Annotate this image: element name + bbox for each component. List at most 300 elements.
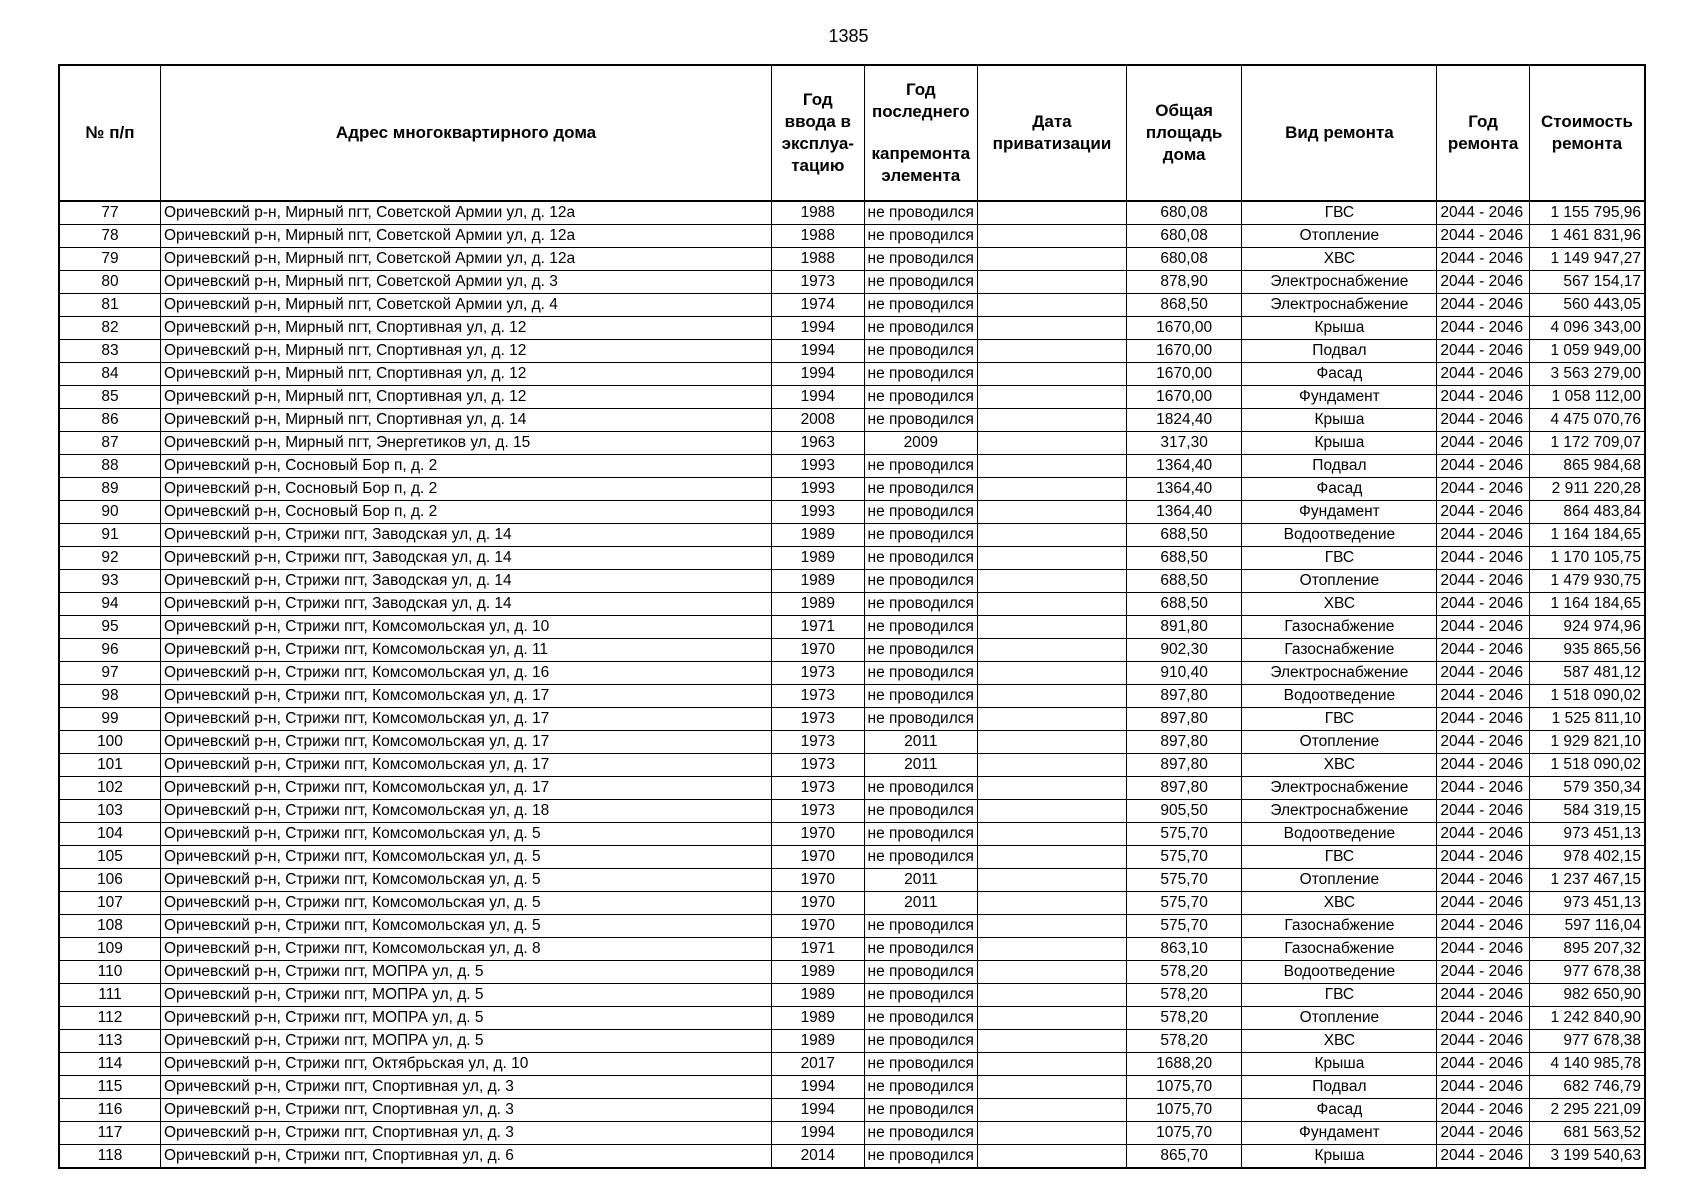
row-cost: 977 678,38 (1529, 961, 1645, 984)
row-repair-type: Крыша (1242, 1145, 1437, 1169)
row-repair-type: Фасад (1242, 363, 1437, 386)
row-area: 910,40 (1126, 662, 1242, 685)
row-area: 868,50 (1126, 294, 1242, 317)
row-repair-period: 2044 - 2046 (1437, 938, 1529, 961)
row-repair-period: 2044 - 2046 (1437, 524, 1529, 547)
table-row (59, 1099, 1645, 1122)
row-number: 103 (59, 800, 161, 823)
row-repair-type: Электроснабжение (1242, 294, 1437, 317)
row-number: 93 (59, 570, 161, 593)
table-row (59, 938, 1645, 961)
row-year-in: 1989 (772, 984, 864, 1007)
row-privatization (978, 685, 1127, 708)
row-cost: 1 149 947,27 (1529, 248, 1645, 271)
row-number: 88 (59, 455, 161, 478)
row-number: 117 (59, 1122, 161, 1145)
row-cost: 1 525 811,10 (1529, 708, 1645, 731)
table-row (59, 616, 1645, 639)
row-area: 865,70 (1126, 1145, 1242, 1169)
row-last-repair: 2011 (864, 731, 978, 754)
row-repair-type: Фундамент (1242, 386, 1437, 409)
table-row (59, 478, 1645, 501)
row-year-in: 1970 (772, 869, 864, 892)
table-row (59, 708, 1645, 731)
row-privatization (978, 409, 1127, 432)
row-area: 578,20 (1126, 984, 1242, 1007)
row-year-in: 1989 (772, 547, 864, 570)
row-number: 86 (59, 409, 161, 432)
table-row (59, 662, 1645, 685)
row-area: 578,20 (1126, 1007, 1242, 1030)
row-last-repair: не проводился (864, 1030, 978, 1053)
row-last-repair: не проводился (864, 961, 978, 984)
row-address: Оричевский р-н, Стрижи пгт, Комсомольская ул, д. 10 (161, 616, 772, 639)
row-year-in: 2014 (772, 1145, 864, 1169)
table-row (59, 317, 1645, 340)
row-cost: 865 984,68 (1529, 455, 1645, 478)
row-cost: 2 911 220,28 (1529, 478, 1645, 501)
row-area: 891,80 (1126, 616, 1242, 639)
row-repair-type: Отопление (1242, 731, 1437, 754)
row-last-repair: не проводился (864, 593, 978, 616)
row-last-repair: не проводился (864, 317, 978, 340)
row-number: 84 (59, 363, 161, 386)
row-address: Оричевский р-н, Стрижи пгт, Комсомольская ул, д. 17 (161, 754, 772, 777)
table-row (59, 248, 1645, 271)
row-repair-type: Фасад (1242, 1099, 1437, 1122)
row-repair-type: Подвал (1242, 1076, 1437, 1099)
table-row (59, 915, 1645, 938)
row-privatization (978, 248, 1127, 271)
row-last-repair: не проводился (864, 1122, 978, 1145)
row-last-repair: не проводился (864, 248, 978, 271)
row-last-repair: не проводился (864, 708, 978, 731)
row-year-in: 1994 (772, 363, 864, 386)
row-repair-period: 2044 - 2046 (1437, 915, 1529, 938)
row-address: Оричевский р-н, Стрижи пгт, Комсомольская ул, д. 5 (161, 892, 772, 915)
row-repair-type: Газоснабжение (1242, 915, 1437, 938)
row-address: Оричевский р-н, Сосновый Бор п, д. 2 (161, 501, 772, 524)
row-repair-period: 2044 - 2046 (1437, 892, 1529, 915)
row-number: 79 (59, 248, 161, 271)
table-row (59, 225, 1645, 248)
row-year-in: 1963 (772, 432, 864, 455)
row-number: 80 (59, 271, 161, 294)
row-cost: 978 402,15 (1529, 846, 1645, 869)
row-year-in: 1993 (772, 455, 864, 478)
row-repair-period: 2044 - 2046 (1437, 754, 1529, 777)
row-area: 688,50 (1126, 547, 1242, 570)
row-last-repair: не проводился (864, 915, 978, 938)
row-privatization (978, 961, 1127, 984)
row-repair-period: 2044 - 2046 (1437, 501, 1529, 524)
row-last-repair: не проводился (864, 639, 978, 662)
table-row (59, 800, 1645, 823)
row-address: Оричевский р-н, Стрижи пгт, Комсомольская ул, д. 18 (161, 800, 772, 823)
row-last-repair: не проводился (864, 823, 978, 846)
table-row (59, 570, 1645, 593)
row-address: Оричевский р-н, Стрижи пгт, Заводская ул, д. 14 (161, 524, 772, 547)
row-repair-type: ГВС (1242, 708, 1437, 731)
row-cost: 584 319,15 (1529, 800, 1645, 823)
row-number: 116 (59, 1099, 161, 1122)
table-row (59, 685, 1645, 708)
row-cost: 895 207,32 (1529, 938, 1645, 961)
row-repair-period: 2044 - 2046 (1437, 1145, 1529, 1169)
row-privatization (978, 432, 1127, 455)
row-repair-period: 2044 - 2046 (1437, 685, 1529, 708)
row-cost: 4 475 070,76 (1529, 409, 1645, 432)
row-area: 1670,00 (1126, 340, 1242, 363)
table-row (59, 1076, 1645, 1099)
row-year-in: 1988 (772, 225, 864, 248)
row-last-repair: не проводился (864, 409, 978, 432)
row-address: Оричевский р-н, Стрижи пгт, Комсомольская ул, д. 5 (161, 915, 772, 938)
row-cost: 4 096 343,00 (1529, 317, 1645, 340)
row-number: 110 (59, 961, 161, 984)
row-address: Оричевский р-н, Сосновый Бор п, д. 2 (161, 478, 772, 501)
row-repair-type: Водоотведение (1242, 961, 1437, 984)
row-repair-type: Подвал (1242, 340, 1437, 363)
row-number: 87 (59, 432, 161, 455)
row-repair-type: Отопление (1242, 225, 1437, 248)
table-row (59, 409, 1645, 432)
row-address: Оричевский р-н, Стрижи пгт, Комсомольская ул, д. 5 (161, 846, 772, 869)
row-privatization (978, 1145, 1127, 1169)
header-year-in: Год ввода в эксплуа-тацию (772, 65, 864, 201)
row-repair-type: Фундамент (1242, 501, 1437, 524)
row-number: 96 (59, 639, 161, 662)
row-year-in: 1970 (772, 823, 864, 846)
row-address: Оричевский р-н, Стрижи пгт, Спортивная ул, д. 3 (161, 1099, 772, 1122)
row-cost: 4 140 985,78 (1529, 1053, 1645, 1076)
row-area: 1824,40 (1126, 409, 1242, 432)
row-year-in: 1993 (772, 478, 864, 501)
row-year-in: 1970 (772, 892, 864, 915)
row-repair-period: 2044 - 2046 (1437, 823, 1529, 846)
row-repair-type: Газоснабжение (1242, 938, 1437, 961)
row-cost: 977 678,38 (1529, 1030, 1645, 1053)
table-row (59, 846, 1645, 869)
row-repair-type: Электроснабжение (1242, 271, 1437, 294)
row-area: 688,50 (1126, 570, 1242, 593)
row-number: 90 (59, 501, 161, 524)
table-row (59, 1030, 1645, 1053)
row-cost: 935 865,56 (1529, 639, 1645, 662)
table-row (59, 501, 1645, 524)
row-area: 1075,70 (1126, 1099, 1242, 1122)
row-repair-type: Фасад (1242, 478, 1437, 501)
row-area: 1364,40 (1126, 501, 1242, 524)
row-repair-period: 2044 - 2046 (1437, 984, 1529, 1007)
row-address: Оричевский р-н, Стрижи пгт, Комсомольская ул, д. 16 (161, 662, 772, 685)
row-year-in: 1993 (772, 501, 864, 524)
row-year-in: 1973 (772, 777, 864, 800)
table-row (59, 777, 1645, 800)
row-number: 109 (59, 938, 161, 961)
row-privatization (978, 846, 1127, 869)
row-address: Оричевский р-н, Мирный пгт, Советской Армии ул, д. 12а (161, 248, 772, 271)
table-row (59, 593, 1645, 616)
row-last-repair: не проводился (864, 1076, 978, 1099)
row-privatization (978, 869, 1127, 892)
row-year-in: 2017 (772, 1053, 864, 1076)
row-address: Оричевский р-н, Стрижи пгт, Комсомольская ул, д. 17 (161, 708, 772, 731)
row-privatization (978, 892, 1127, 915)
header-num: № п/п (59, 65, 161, 201)
row-number: 81 (59, 294, 161, 317)
page-number: 1385 (828, 26, 869, 46)
row-privatization (978, 616, 1127, 639)
row-last-repair: не проводился (864, 1099, 978, 1122)
row-year-in: 1994 (772, 386, 864, 409)
repair-plan-table (58, 64, 1646, 1169)
row-year-in: 1973 (772, 271, 864, 294)
table-row (59, 961, 1645, 984)
row-year-in: 1971 (772, 616, 864, 639)
row-privatization (978, 938, 1127, 961)
row-repair-type: Электроснабжение (1242, 800, 1437, 823)
row-last-repair: 2011 (864, 754, 978, 777)
row-number: 101 (59, 754, 161, 777)
row-repair-period: 2044 - 2046 (1437, 1076, 1529, 1099)
row-number: 89 (59, 478, 161, 501)
row-repair-period: 2044 - 2046 (1437, 1099, 1529, 1122)
row-last-repair: не проводился (864, 524, 978, 547)
table-row (59, 363, 1645, 386)
row-repair-period: 2044 - 2046 (1437, 570, 1529, 593)
row-year-in: 1989 (772, 570, 864, 593)
row-area: 575,70 (1126, 915, 1242, 938)
row-address: Оричевский р-н, Стрижи пгт, Комсомольская ул, д. 5 (161, 869, 772, 892)
table-row (59, 547, 1645, 570)
row-cost: 1 518 090,02 (1529, 754, 1645, 777)
row-address: Оричевский р-н, Стрижи пгт, МОПРА ул, д. 5 (161, 961, 772, 984)
row-area: 688,50 (1126, 593, 1242, 616)
row-area: 680,08 (1126, 225, 1242, 248)
row-address: Оричевский р-н, Стрижи пгт, Заводская ул, д. 14 (161, 593, 772, 616)
row-cost: 567 154,17 (1529, 271, 1645, 294)
table-row (59, 731, 1645, 754)
row-privatization (978, 639, 1127, 662)
row-privatization (978, 915, 1127, 938)
row-number: 114 (59, 1053, 161, 1076)
row-cost: 2 295 221,09 (1529, 1099, 1645, 1122)
row-year-in: 1973 (772, 800, 864, 823)
row-year-in: 1973 (772, 708, 864, 731)
row-area: 897,80 (1126, 685, 1242, 708)
row-privatization (978, 455, 1127, 478)
row-area: 878,90 (1126, 271, 1242, 294)
row-year-in: 1970 (772, 639, 864, 662)
row-number: 100 (59, 731, 161, 754)
table-row (59, 823, 1645, 846)
table-row (59, 639, 1645, 662)
header-privatization: Дата приватизации (978, 65, 1127, 201)
row-address: Оричевский р-н, Стрижи пгт, Комсомольская ул, д. 11 (161, 639, 772, 662)
row-repair-period: 2044 - 2046 (1437, 455, 1529, 478)
row-repair-period: 2044 - 2046 (1437, 271, 1529, 294)
row-privatization (978, 570, 1127, 593)
row-number: 78 (59, 225, 161, 248)
row-privatization (978, 1007, 1127, 1030)
row-year-in: 1988 (772, 201, 864, 225)
table-row (59, 386, 1645, 409)
row-area: 902,30 (1126, 639, 1242, 662)
table-row (59, 455, 1645, 478)
row-repair-type: ХВС (1242, 892, 1437, 915)
row-address: Оричевский р-н, Стрижи пгт, Заводская ул, д. 14 (161, 547, 772, 570)
row-repair-type: Подвал (1242, 455, 1437, 478)
row-cost: 982 650,90 (1529, 984, 1645, 1007)
row-repair-type: Крыша (1242, 432, 1437, 455)
row-address: Оричевский р-н, Сосновый Бор п, д. 2 (161, 455, 772, 478)
row-cost: 560 443,05 (1529, 294, 1645, 317)
row-address: Оричевский р-н, Стрижи пгт, Комсомольская ул, д. 17 (161, 731, 772, 754)
row-cost: 682 746,79 (1529, 1076, 1645, 1099)
row-repair-type: Крыша (1242, 1053, 1437, 1076)
row-area: 1364,40 (1126, 455, 1242, 478)
row-year-in: 1973 (772, 662, 864, 685)
row-repair-period: 2044 - 2046 (1437, 777, 1529, 800)
row-repair-period: 2044 - 2046 (1437, 1007, 1529, 1030)
row-last-repair: не проводился (864, 455, 978, 478)
row-repair-type: Газоснабжение (1242, 616, 1437, 639)
row-area: 897,80 (1126, 754, 1242, 777)
row-area: 575,70 (1126, 892, 1242, 915)
row-cost: 597 116,04 (1529, 915, 1645, 938)
row-last-repair: 2011 (864, 869, 978, 892)
row-number: 115 (59, 1076, 161, 1099)
row-year-in: 1971 (772, 938, 864, 961)
row-area: 680,08 (1126, 248, 1242, 271)
row-area: 575,70 (1126, 869, 1242, 892)
row-repair-type: ГВС (1242, 846, 1437, 869)
row-cost: 1 929 821,10 (1529, 731, 1645, 754)
row-year-in: 1989 (772, 524, 864, 547)
row-area: 1670,00 (1126, 363, 1242, 386)
row-number: 113 (59, 1030, 161, 1053)
row-repair-period: 2044 - 2046 (1437, 731, 1529, 754)
row-repair-type: ГВС (1242, 201, 1437, 225)
row-year-in: 1989 (772, 961, 864, 984)
row-privatization (978, 547, 1127, 570)
row-year-in: 1973 (772, 685, 864, 708)
row-cost: 924 974,96 (1529, 616, 1645, 639)
row-last-repair: 2011 (864, 892, 978, 915)
row-last-repair: не проводился (864, 984, 978, 1007)
row-repair-type: Водоотведение (1242, 524, 1437, 547)
table-row (59, 1145, 1645, 1169)
row-repair-period: 2044 - 2046 (1437, 662, 1529, 685)
row-repair-period: 2044 - 2046 (1437, 1122, 1529, 1145)
row-repair-type: Отопление (1242, 869, 1437, 892)
row-privatization (978, 1053, 1127, 1076)
row-number: 77 (59, 201, 161, 225)
row-last-repair: не проводился (864, 340, 978, 363)
row-year-in: 2008 (772, 409, 864, 432)
row-area: 680,08 (1126, 201, 1242, 225)
table-row (59, 984, 1645, 1007)
row-cost: 973 451,13 (1529, 892, 1645, 915)
row-repair-type: ХВС (1242, 593, 1437, 616)
row-privatization (978, 386, 1127, 409)
table-row (59, 1053, 1645, 1076)
row-cost: 579 350,34 (1529, 777, 1645, 800)
row-last-repair: не проводился (864, 225, 978, 248)
row-repair-type: ХВС (1242, 754, 1437, 777)
row-repair-period: 2044 - 2046 (1437, 409, 1529, 432)
row-number: 99 (59, 708, 161, 731)
row-privatization (978, 501, 1127, 524)
row-repair-period: 2044 - 2046 (1437, 961, 1529, 984)
row-number: 112 (59, 1007, 161, 1030)
row-last-repair: не проводился (864, 478, 978, 501)
row-address: Оричевский р-н, Мирный пгт, Советской Армии ул, д. 4 (161, 294, 772, 317)
row-address: Оричевский р-н, Мирный пгт, Спортивная ул, д. 12 (161, 386, 772, 409)
header-cost: Стоимость ремонта (1529, 65, 1645, 201)
row-privatization (978, 271, 1127, 294)
row-address: Оричевский р-н, Мирный пгт, Советской Армии ул, д. 12а (161, 225, 772, 248)
row-area: 863,10 (1126, 938, 1242, 961)
row-repair-type: Крыша (1242, 409, 1437, 432)
row-repair-period: 2044 - 2046 (1437, 869, 1529, 892)
row-privatization (978, 754, 1127, 777)
table-header (59, 65, 1645, 201)
row-address: Оричевский р-н, Стрижи пгт, Спортивная ул, д. 6 (161, 1145, 772, 1169)
row-year-in: 1970 (772, 846, 864, 869)
row-repair-period: 2044 - 2046 (1437, 386, 1529, 409)
row-year-in: 1994 (772, 340, 864, 363)
row-repair-period: 2044 - 2046 (1437, 547, 1529, 570)
row-repair-type: ХВС (1242, 248, 1437, 271)
row-number: 95 (59, 616, 161, 639)
row-area: 578,20 (1126, 1030, 1242, 1053)
row-number: 107 (59, 892, 161, 915)
row-cost: 1 461 831,96 (1529, 225, 1645, 248)
row-privatization (978, 984, 1127, 1007)
row-last-repair: не проводился (864, 777, 978, 800)
header-repair-year: Год ремонта (1437, 65, 1529, 201)
row-privatization (978, 823, 1127, 846)
row-area: 578,20 (1126, 961, 1242, 984)
table-row (59, 294, 1645, 317)
row-repair-type: Крыша (1242, 317, 1437, 340)
table-row (59, 432, 1645, 455)
row-privatization (978, 201, 1127, 225)
row-year-in: 1994 (772, 1122, 864, 1145)
row-area: 575,70 (1126, 823, 1242, 846)
row-cost: 973 451,13 (1529, 823, 1645, 846)
row-cost: 681 563,52 (1529, 1122, 1645, 1145)
row-number: 106 (59, 869, 161, 892)
row-area: 1670,00 (1126, 317, 1242, 340)
row-area: 575,70 (1126, 846, 1242, 869)
row-last-repair: не проводился (864, 570, 978, 593)
row-last-repair: не проводился (864, 271, 978, 294)
row-last-repair: не проводился (864, 547, 978, 570)
row-last-repair: не проводился (864, 616, 978, 639)
row-cost: 3 199 540,63 (1529, 1145, 1645, 1169)
row-privatization (978, 1122, 1127, 1145)
row-repair-period: 2044 - 2046 (1437, 363, 1529, 386)
row-address: Оричевский р-н, Стрижи пгт, Заводская ул, д. 14 (161, 570, 772, 593)
row-repair-type: Электроснабжение (1242, 662, 1437, 685)
row-last-repair: не проводился (864, 800, 978, 823)
table-body (59, 201, 1645, 1168)
row-repair-type: Фундамент (1242, 1122, 1437, 1145)
row-number: 118 (59, 1145, 161, 1169)
